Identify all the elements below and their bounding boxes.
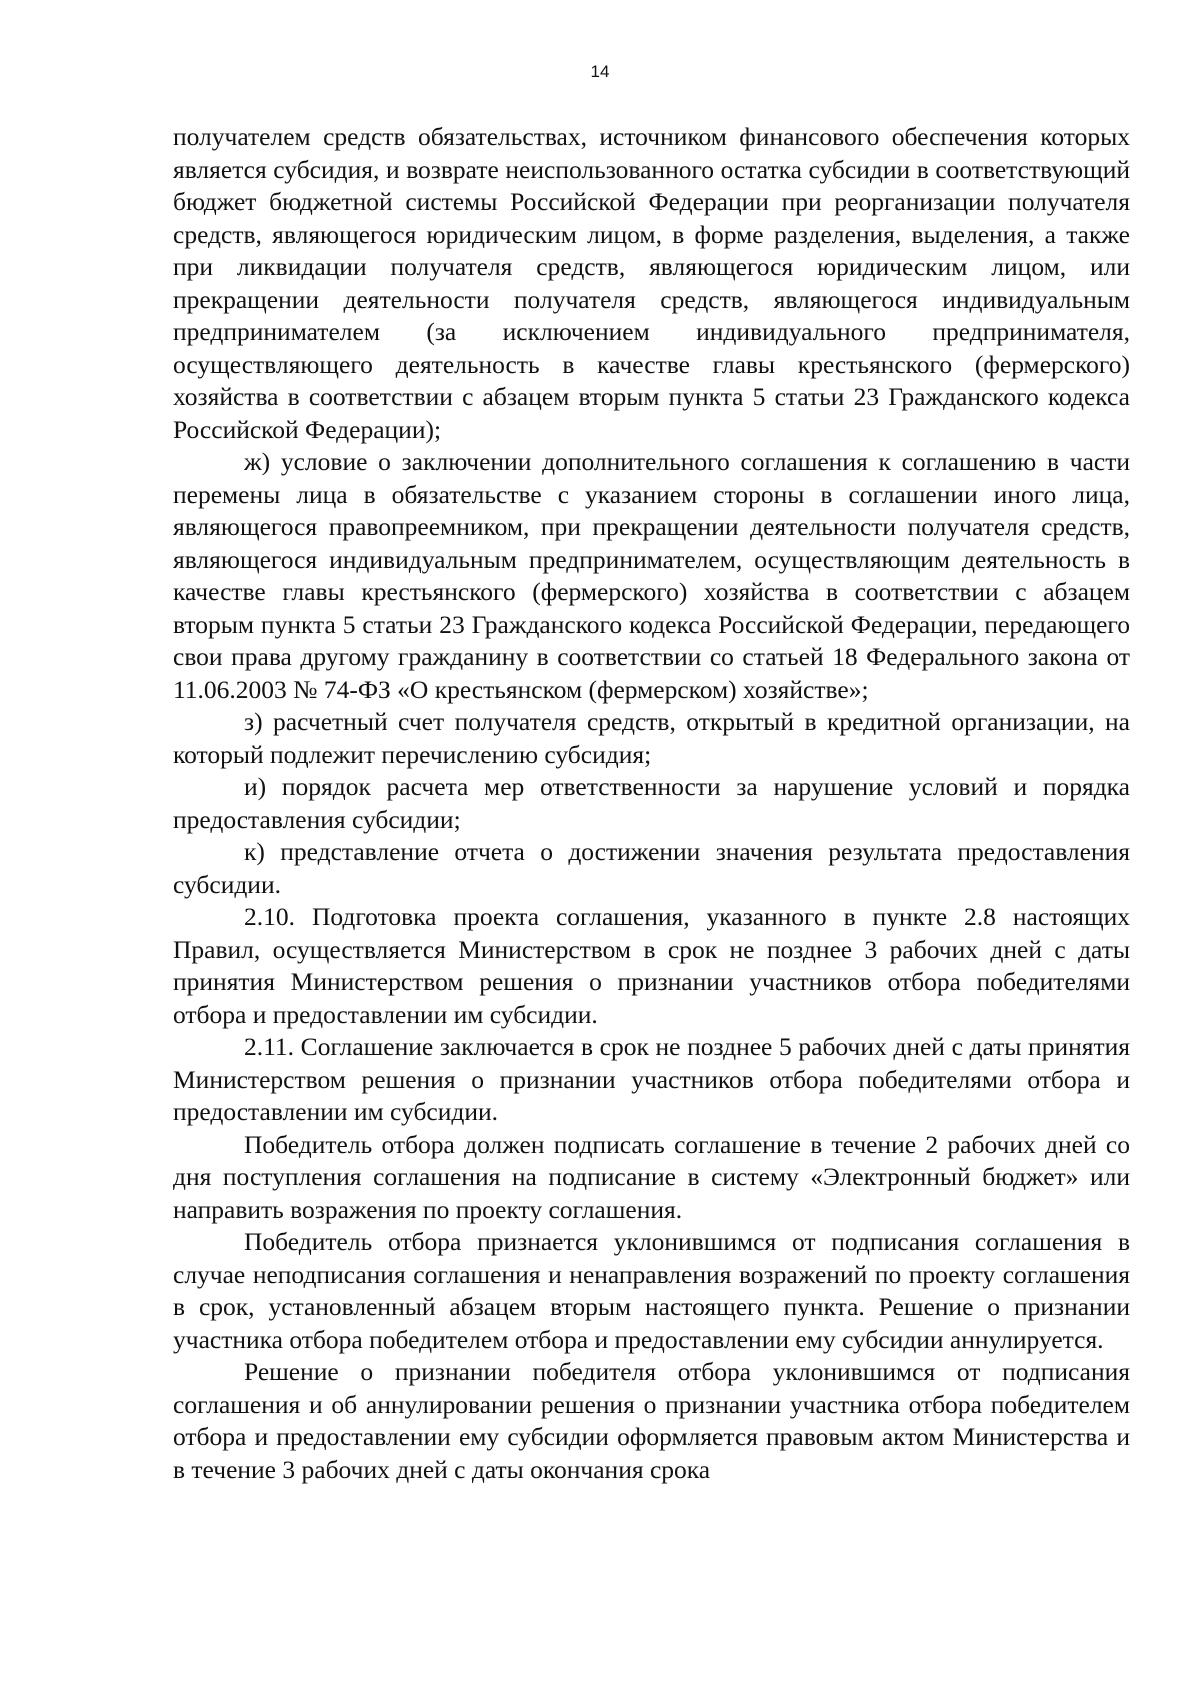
paragraph-item-z: з) расчетный счет получателя средств, открытый в кредитной организации, на который подлежит перечислению субсидия; (173, 707, 1130, 769)
paragraph-evasion-decision: Решение о признании победителя отбора уклонившимся от подписания соглашения и об аннулировании решения о признании участника отбора победителем отбора и предоставлении ему субсидии оформляется правовым актом Министерства и в течение 3 рабочих дней с даты окончания срока (173, 1357, 1130, 1484)
page-number: 14 (590, 62, 610, 81)
paragraph-clause-2-10: 2.10. Подготовка проекта соглашения, указанного в пункте 2.8 настоящих Правил, осуществляется Министерством в срок не позднее 3 рабочих дней с даты принятия Министерством решения о признании участников отбора победителями отбора и предоставлении им субсидии. (173, 902, 1130, 1029)
paragraph-item-zh: ж) условие о заключении дополнительного соглашения к соглашению в части перемены лица в обязательстве с указанием стороны в соглашении иного лица, являющегося правопреемником, при прекращении деятельности получателя средств, являющегося индивидуальным предпринимателем, осуществляющим деятельность в качестве главы крестьянского (фермерского) хозяйства в соответствии с абзацем вторым пункта 5 статьи 23 Гражданского кодекса Российской Федерации, передающего свои права другому гражданину в соответствии со статьей 18 Федерального закона от 11.06.2003 № 74-ФЗ «О крестьянском (фермерском) хозяйстве»; (173, 447, 1130, 704)
paragraph-item-i: и) порядок расчета мер ответственности за нарушение условий и порядка предоставления субсидии; (173, 772, 1130, 834)
paragraph-winner-evasion: Победитель отбора признается уклонившимся от подписания соглашения в случае неподписания соглашения и ненаправления возражений по проекту соглашения в срок, установленный абзацем вторым настоящего пункта. Решение о признании участника отбора победителем отбора и предоставлении ему субсидии аннулируется. (173, 1227, 1130, 1354)
paragraph-clause-2-11: 2.11. Соглашение заключается в срок не позднее 5 рабочих дней с даты принятия Министерством решения о признании участников отбора победителями отбора и предоставлении им субсидии. (173, 1032, 1130, 1126)
paragraph-winner-signing: Победитель отбора должен подписать соглашение в течение 2 рабочих дней со дня поступления соглашения на подписание в систему «Электронный бюджет» или направить возражения по проекту соглашения. (173, 1129, 1130, 1224)
paragraph-continuation: получателем средств обязательствах, источником финансового обеспечения которых является субсидия, и возврате неиспользованного остатка субсидии в соответствующий бюджет бюджетной системы Российской Федерации при реорганизации получателя средств, являющегося юридическим лицом, в форме разделения, выделения, а также при ликвидации получателя средств, являющегося юридическим лицом, или прекращении деятельности получателя средств, являющегося индивидуальным предпринимателем (за исключением индивидуального предпринимателя, осуществляющего деятельность в качестве главы крестьянского (фермерского) хозяйства в соответствии с абзацем вторым пункта 5 статьи 23 Гражданского кодекса Российской Федерации); (173, 122, 1130, 444)
document-body (173, 121, 1130, 1486)
paragraph-item-k: к) представление отчета о достижении значения результата предоставления субсидии. (173, 837, 1130, 899)
